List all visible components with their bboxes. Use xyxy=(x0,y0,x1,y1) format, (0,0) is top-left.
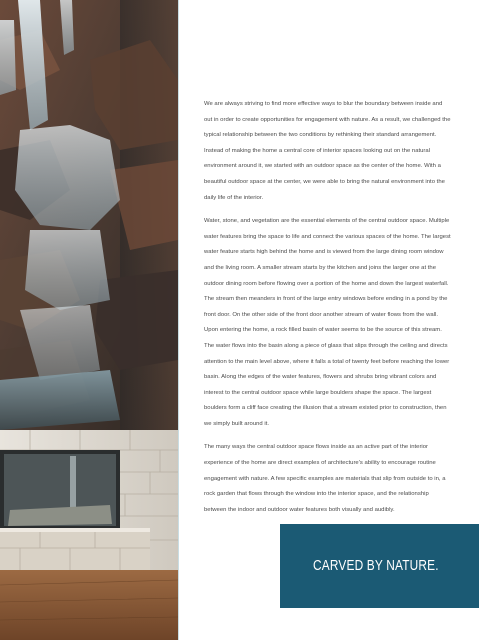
title-banner xyxy=(280,524,479,608)
article-paragraph: Water, stone, and vegetation are the essential elements of the central outdoor space. Multiple water features bring the space to life and connect the various spaces of the home. The largest water feature starts high behind the home and is viewed from the large dining room window and the living room. A smaller stream starts by the kitchen and joins the larger one at the outdoor dining room before flowing over a portion of the home and down the largest waterfall. The stream then meanders in front of the large entry windows before ending in a pond by the front door. On the other side of the front door another stream of water flows from the wall. Upon entering the home, a rock filled basin of water seems to be the source of this stream. The water flows into the basin along a piece of glass that slips through the ceiling and directs attention to the main level above, where it falls a total of twenty feet before reaching the lower basin. Along the edges of the water features, flowers and shrubs bring vibrant colors and interest to the central outdoor space while large boulders shape the space. The largest boulders form a cliff face creating the illusion that a stream existed prior to construction, then we simply built around it. xyxy=(204,218,451,427)
banner-title: CARVED BY NATURE. xyxy=(313,558,439,574)
vertical-divider xyxy=(178,0,179,640)
feature-photo xyxy=(0,0,178,640)
article-paragraph: The many ways the central outdoor space flows inside as an active part of the interior experience of the home are direct examples of architecture's ability to encourage routine engagement with nature. A few specific examples are materials that slip from outside to in, a rock garden that flows through the window into the interior space, and the relationship between the indoor and outdoor water features both visually and audibly. xyxy=(204,444,446,513)
article-body xyxy=(204,97,452,526)
article-paragraph: We are always striving to find more effective ways to blur the boundary between inside and out in order to create opportunities for engagement with nature. As a result, we challenged the typical relationship between the two conditions by rethinking their standard arrangement. Instead of making the home a central core of interior spaces looking out on the natural environment around it, we started with an outdoor space as the center of the home. With a beautiful outdoor space at the center, we were able to bring the natural environment into the daily life of the interior. xyxy=(204,101,451,201)
